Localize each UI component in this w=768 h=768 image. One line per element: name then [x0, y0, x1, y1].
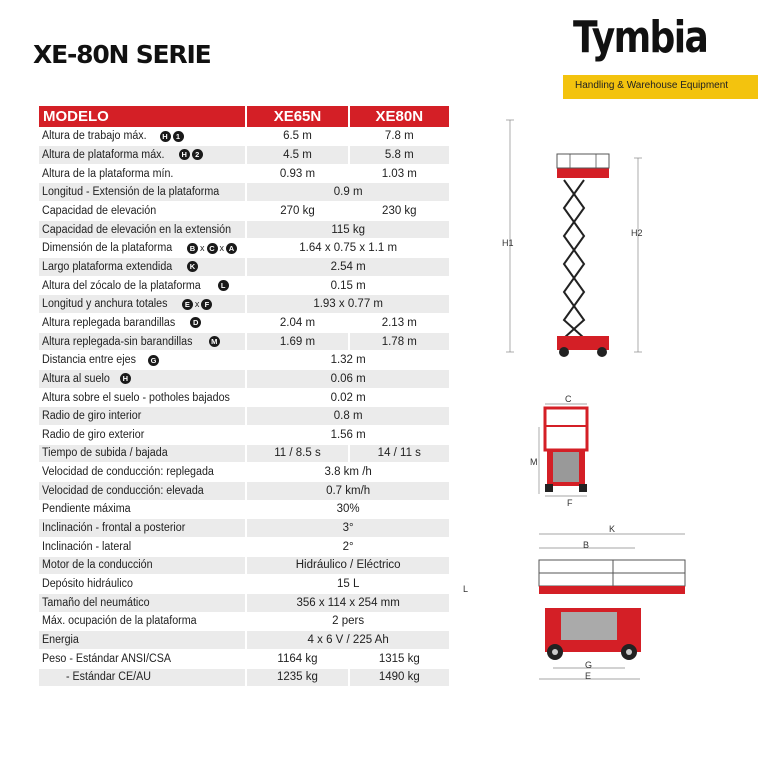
dim-h1: H1	[502, 238, 514, 248]
row-value-shared: 1.56 m	[246, 426, 449, 445]
stray-dimension-label: L	[463, 584, 469, 594]
table-row	[39, 426, 449, 445]
page-title: XE-80N SERIE	[33, 40, 211, 69]
row-label-text: Longitud - Extensión de la plataforma	[42, 186, 220, 199]
row-label-text: Inclinación - lateral	[42, 540, 132, 553]
row-value-xe65n: 4.5 m	[246, 146, 348, 165]
dimension-badge-icon: 2	[192, 149, 203, 160]
lift-platform	[557, 154, 609, 178]
table-row	[39, 332, 449, 351]
table-row	[39, 351, 449, 370]
brand-tagline: Handling & Warehouse Equipment	[575, 80, 729, 91]
table-row	[39, 127, 449, 146]
row-value-shared: 0.7 km/h	[246, 481, 449, 500]
dimension-badges	[208, 336, 221, 348]
row-value-shared: 3°	[246, 519, 449, 538]
dim-c: C	[565, 394, 572, 404]
row-label-text: Dimensión de la plataforma	[42, 242, 173, 255]
diagram-lift-stowed	[525, 522, 715, 687]
row-value-shared: 30%	[246, 500, 449, 519]
spec-table	[39, 106, 449, 687]
stowed-body	[539, 586, 685, 660]
row-label	[39, 164, 246, 183]
row-label	[39, 668, 246, 687]
dimension-badge-icon: G	[148, 355, 159, 366]
row-label	[39, 631, 246, 650]
row-label	[39, 519, 246, 538]
row-value-xe80n: 1.03 m	[349, 164, 449, 183]
badge-separator: x	[219, 243, 224, 254]
row-label-text: Altura sobre el suelo - potholes bajados	[42, 391, 230, 404]
row-label	[39, 295, 246, 314]
row-value-shared: 15 L	[246, 575, 449, 594]
row-value-xe80n: 14 / 11 s	[349, 444, 449, 463]
row-value-xe65n: 1235 kg	[246, 668, 348, 687]
dimension-badge-icon: B	[187, 243, 198, 254]
row-label-text: Energia	[42, 634, 79, 647]
row-label	[39, 575, 246, 594]
dimension-badge-icon: H	[179, 149, 190, 160]
row-label	[39, 314, 246, 333]
table-row	[39, 388, 449, 407]
row-label	[39, 407, 246, 426]
dimension-badge-icon: H	[120, 373, 131, 384]
dimension-badges	[178, 149, 204, 161]
row-label	[39, 183, 246, 202]
brand-logo	[556, 12, 758, 90]
row-label	[39, 481, 246, 500]
brand-tagline-bar	[563, 75, 758, 99]
row-value-xe65n: 0.93 m	[246, 164, 348, 183]
table-row	[39, 500, 449, 519]
row-value-shared: 0.9 m	[246, 183, 449, 202]
table-row	[39, 164, 449, 183]
row-label	[39, 220, 246, 239]
row-value-shared: 2.54 m	[246, 258, 449, 277]
dimension-badge-icon: C	[207, 243, 218, 254]
dim-e: E	[585, 671, 592, 681]
table-row	[39, 463, 449, 482]
row-value-xe80n: 1490 kg	[349, 668, 449, 687]
table-row	[39, 370, 449, 389]
table-row	[39, 407, 449, 426]
row-value-shared: 0.15 m	[246, 276, 449, 295]
row-label-text: Altura de plataforma máx.	[42, 148, 165, 161]
dimension-badges	[159, 130, 185, 142]
row-label-text: Pendiente máxima	[42, 503, 131, 516]
brand-name: Tymbia	[573, 12, 708, 63]
row-value-xe65n: 6.5 m	[246, 127, 348, 146]
row-label-text: Velocidad de conducción: replegada	[42, 466, 214, 479]
row-label	[39, 202, 246, 221]
row-label	[39, 444, 246, 463]
table-row	[39, 668, 449, 687]
header-xe65n: XE65N	[246, 106, 348, 127]
table-row	[39, 258, 449, 277]
row-label-text: Capacidad de elevación	[42, 204, 157, 217]
row-label	[39, 276, 246, 295]
dim-g: G	[585, 660, 593, 670]
row-value-xe80n: 1315 kg	[349, 649, 449, 668]
table-row	[39, 314, 449, 333]
row-label	[39, 556, 246, 575]
row-label-text: Altura de trabajo máx.	[42, 130, 147, 143]
row-label-text: Distancia entre ejes	[42, 354, 136, 367]
row-label-text: Tamaño del neumático	[42, 596, 150, 609]
dim-m: M	[530, 457, 538, 467]
row-value-shared: 115 kg	[246, 220, 449, 239]
row-label-text: Altura del zócalo de la plataforma	[42, 279, 201, 292]
row-value-xe80n: 2.13 m	[349, 314, 449, 333]
row-label-text: Altura replegada-sin barandillas	[42, 335, 193, 348]
table-row	[39, 612, 449, 631]
row-label-text: Inclinación - frontal a posterior	[42, 522, 186, 535]
row-label-text: Altura al suelo	[42, 372, 110, 385]
table-row	[39, 537, 449, 556]
row-label-text: Tiempo de subida / bajada	[42, 447, 168, 460]
dimension-badge-icon: K	[187, 261, 198, 272]
row-label-text: Altura replegada barandillas	[42, 316, 176, 329]
row-value-xe80n: 7.8 m	[349, 127, 449, 146]
row-label-text: Radio de giro exterior	[42, 428, 145, 441]
diagram-lift-end-view	[525, 392, 615, 512]
row-value-shared: 1.93 x 0.77 m	[246, 295, 449, 314]
table-row	[39, 519, 449, 538]
dimension-badges	[119, 373, 132, 385]
row-value-xe65n: 1164 kg	[246, 649, 348, 668]
row-value-shared: Hidráulico / Eléctrico	[246, 556, 449, 575]
row-value-shared: 4 x 6 V / 225 Ah	[246, 631, 449, 650]
row-value-xe65n: 270 kg	[246, 202, 348, 221]
row-label	[39, 146, 246, 165]
row-value-shared: 1.64 x 0.75 x 1.1 m	[246, 239, 449, 258]
row-label-text: Capacidad de elevación en la extensión	[42, 223, 232, 236]
table-row	[39, 444, 449, 463]
dimension-lines	[506, 120, 642, 352]
row-label-text: Longitud y anchura totales	[42, 298, 168, 311]
dimension-badges	[189, 317, 202, 329]
dimension-badges	[147, 354, 160, 366]
row-label-text: Depósito hidráulico	[42, 578, 133, 591]
dimension-badge-icon: 1	[173, 131, 184, 142]
row-label-text: Largo plataforma extendida	[42, 260, 173, 273]
table-row	[39, 631, 449, 650]
row-label-text: Máx. ocupación de la plataforma	[42, 615, 197, 628]
row-label-text: Radio de giro interior	[42, 410, 142, 423]
diagram-lift-elevated	[500, 110, 670, 370]
row-label-text: Peso - Estándar ANSI/CSA	[42, 652, 171, 665]
row-value-xe65n: 11 / 8.5 s	[246, 444, 348, 463]
badge-separator: x	[194, 299, 200, 310]
dimension-badge-icon: A	[226, 243, 237, 254]
dimension-badge-icon: H	[160, 131, 171, 142]
table-row	[39, 556, 449, 575]
dimension-badges	[217, 280, 230, 292]
end-view-body	[545, 408, 587, 492]
table-row	[39, 276, 449, 295]
header-xe80n: XE80N	[349, 106, 449, 127]
row-label	[39, 127, 246, 146]
row-label	[39, 239, 246, 258]
dim-h2: H2	[631, 228, 643, 238]
table-row	[39, 481, 449, 500]
dimension-badges	[181, 298, 214, 310]
row-label	[39, 426, 246, 445]
row-label	[39, 500, 246, 519]
row-label-text: Velocidad de conducción: elevada	[42, 484, 204, 497]
table-row	[39, 239, 449, 258]
row-value-xe80n: 1.78 m	[349, 332, 449, 351]
table-row	[39, 295, 449, 314]
table-row	[39, 220, 449, 239]
dim-f: F	[567, 498, 573, 508]
lift-chassis	[557, 336, 609, 357]
table-row	[39, 202, 449, 221]
row-value-shared: 356 x 114 x 254 mm	[246, 593, 449, 612]
row-label	[39, 463, 246, 482]
row-value-shared: 2°	[246, 537, 449, 556]
dimension-badges	[186, 261, 199, 273]
table-row	[39, 575, 449, 594]
row-label-text: - Estándar CE/AU	[66, 671, 152, 684]
row-label	[39, 649, 246, 668]
row-value-shared: 0.06 m	[246, 370, 449, 389]
row-label-text: Altura de la plataforma mín.	[42, 167, 174, 180]
spec-table-header	[39, 106, 449, 127]
row-value-shared: 3.8 km /h	[246, 463, 449, 482]
dimension-badge-icon: F	[201, 299, 212, 310]
header-model: MODELO	[39, 106, 246, 127]
row-value-xe65n: 2.04 m	[246, 314, 348, 333]
row-label	[39, 537, 246, 556]
badge-separator: x	[200, 243, 205, 254]
row-value-shared: 0.8 m	[246, 407, 449, 426]
row-value-shared: 0.02 m	[246, 388, 449, 407]
row-label	[39, 593, 246, 612]
row-label	[39, 351, 246, 370]
row-value-shared: 1.32 m	[246, 351, 449, 370]
dimension-badges	[186, 242, 238, 254]
row-value-shared: 2 pers	[246, 612, 449, 631]
lift-scissor-arms	[564, 180, 584, 338]
table-row	[39, 146, 449, 165]
row-label	[39, 332, 246, 351]
row-value-xe65n: 1.69 m	[246, 332, 348, 351]
row-label	[39, 258, 246, 277]
dimension-badge-icon: E	[182, 299, 193, 310]
table-row	[39, 593, 449, 612]
row-label	[39, 388, 246, 407]
dim-b: B	[583, 540, 590, 550]
dimension-badge-icon: D	[190, 317, 201, 328]
row-value-xe80n: 5.8 m	[349, 146, 449, 165]
row-label	[39, 612, 246, 631]
row-value-xe80n: 230 kg	[349, 202, 449, 221]
dimension-badge-icon: M	[209, 336, 220, 347]
table-row	[39, 649, 449, 668]
table-row	[39, 183, 449, 202]
row-label	[39, 370, 246, 389]
stowed-rails	[539, 560, 685, 586]
dim-k: K	[609, 524, 616, 534]
row-label-text: Motor de la conducción	[42, 559, 153, 572]
dimension-badge-icon: L	[218, 280, 229, 291]
